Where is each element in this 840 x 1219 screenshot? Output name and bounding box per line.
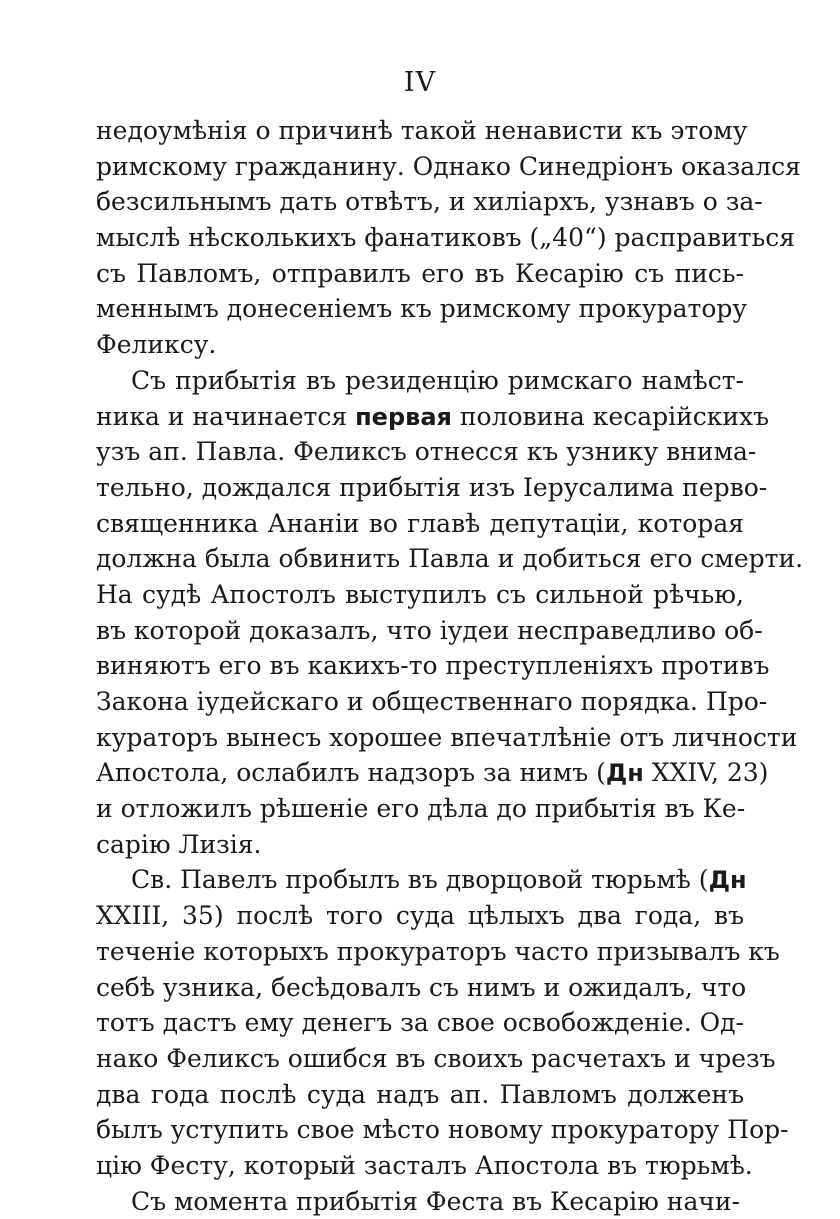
page-number: IV xyxy=(403,67,437,98)
text-segment: себѣ узника, бесѣдовалъ съ нимъ и ожидалъ, что xyxy=(96,972,747,1002)
text-line xyxy=(96,113,748,149)
text-segment: узъ ап. Павла. Феликсъ отнесся къ узнику внима- xyxy=(96,437,757,467)
text-line xyxy=(96,791,744,827)
text-segment: На судѣ Апостолъ выступилъ съ сильной рѣчью, xyxy=(96,579,744,609)
text-segment: половина кесарійскихъ xyxy=(451,401,770,431)
text-line xyxy=(96,720,798,756)
text-segment: Съ прибытія въ резиденцію римскаго намѣст- xyxy=(131,365,744,395)
text-segment: и отложилъ рѣшеніе его дѣла до прибытія въ Ке- xyxy=(96,794,746,824)
text-line xyxy=(96,934,780,970)
text-line xyxy=(96,1148,753,1184)
text-line xyxy=(96,291,748,327)
body-text xyxy=(96,113,804,1219)
text-segment: нако Феликсъ ошибся въ своихъ расчетахъ и чрезъ xyxy=(96,1043,776,1073)
text-line xyxy=(96,434,757,470)
text-segment: сарію Лизія. xyxy=(96,829,262,859)
text-segment: кураторъ вынесъ хорошее впечатлѣніе отъ личности xyxy=(96,722,798,752)
text-segment: Съ момента прибытія Феста въ Кесарію начи- xyxy=(131,1186,741,1216)
text-line xyxy=(96,862,747,898)
text-segment: должна была обвинить Павла и добиться его смерти. xyxy=(96,544,804,574)
text-line xyxy=(96,1005,744,1041)
text-line xyxy=(96,363,744,399)
text-line xyxy=(96,1112,789,1148)
text-segment: мыслѣ нѣсколькихъ фанатиковъ („40“) расправиться xyxy=(96,223,795,253)
text-line xyxy=(96,1041,776,1077)
text-segment: тотъ дастъ ему денегъ за свое освобожденіе. Од- xyxy=(96,1008,744,1038)
text-line xyxy=(96,1077,744,1113)
text-line xyxy=(96,220,795,256)
text-segment: безсильнымъ дать отвѣтъ, и хиліархъ, узнавъ о за- xyxy=(96,187,763,217)
text-segment: Св. Павелъ пробылъ въ дворцовой тюрьмѣ ( xyxy=(131,865,709,895)
emphasis-text: первая xyxy=(355,402,452,431)
text-line xyxy=(96,684,768,720)
text-line xyxy=(96,541,804,577)
text-line xyxy=(96,184,763,220)
text-segment: Феликсу. xyxy=(96,330,217,360)
paragraph xyxy=(96,363,804,863)
text-segment: недоумѣнія о причинѣ такой ненависти къ этому xyxy=(96,116,748,145)
text-segment: Апостола, ослабилъ надзоръ за нимъ ( xyxy=(96,758,606,788)
text-segment: священника Ананіи во главѣ депутаціи, которая xyxy=(96,508,744,538)
text-line xyxy=(96,256,744,292)
text-segment: въ которой доказалъ, что іудеи несправедливо об- xyxy=(96,615,763,645)
text-segment: съ Павломъ, отправилъ его въ Кесарію съ пись- xyxy=(96,258,744,288)
text-segment: Закона іудейскаго и общественнаго порядка. Про- xyxy=(96,687,768,716)
text-segment: два года послѣ суда надъ ап. Павломъ долженъ xyxy=(96,1079,744,1109)
text-line xyxy=(96,613,763,649)
text-segment: меннымъ донесеніемъ къ римскому прокуратору xyxy=(96,294,748,324)
text-segment: ника и начинается xyxy=(96,401,356,431)
emphasis-text: Дн xyxy=(605,759,644,788)
text-segment: римскому гражданину. Однако Синедріонъ оказался xyxy=(96,151,801,181)
paragraph xyxy=(96,1184,744,1219)
paragraph xyxy=(96,113,801,363)
text-line xyxy=(96,755,769,791)
text-segment: виняютъ его въ какихъ-то преступленіяхъ противъ xyxy=(96,651,770,681)
emphasis-text: Дн xyxy=(708,866,747,895)
text-segment: цію Фесту, который засталъ Апостола въ тюрьмѣ. xyxy=(96,1150,753,1180)
text-line xyxy=(96,149,801,185)
text-segment: былъ уступить свое мѣсто новому прокуратору Пор- xyxy=(96,1115,789,1145)
text-line xyxy=(96,399,770,435)
text-line xyxy=(96,1184,744,1219)
text-line xyxy=(96,470,768,506)
text-segment: теченіе которыхъ прокураторъ часто призывалъ къ xyxy=(96,936,780,966)
text-segment: XXIII, 35) послѣ того суда цѣлыхъ два года, въ xyxy=(96,901,744,931)
text-segment: XXIV, 23) xyxy=(643,758,769,788)
text-line xyxy=(96,898,744,934)
text-line xyxy=(96,827,744,863)
text-line xyxy=(96,970,747,1006)
text-line xyxy=(96,506,744,542)
text-line xyxy=(96,577,744,613)
paragraph xyxy=(96,862,789,1183)
text-segment: тельно, дождался прибытія изъ Іерусалима перво- xyxy=(96,472,768,502)
text-line xyxy=(96,327,744,363)
text-line xyxy=(96,648,770,684)
